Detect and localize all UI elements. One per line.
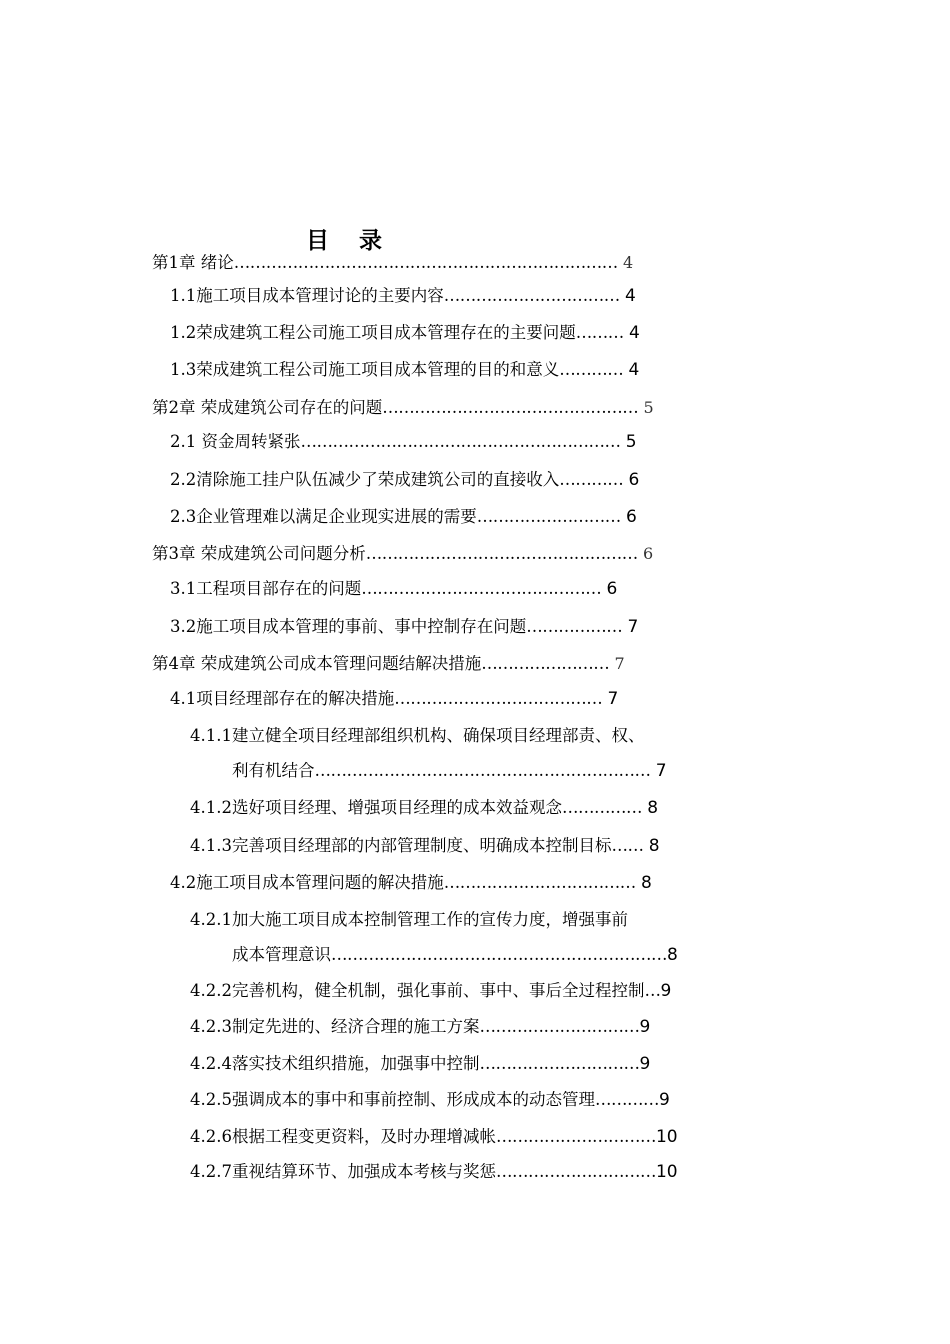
toc-entry-4-1-1-cont[interactable] — [232, 760, 667, 782]
toc-entry-text: 2.2清除施工挂户队伍减少了荣成建筑公司的直接收入 — [170, 470, 560, 489]
toc-title — [306, 222, 382, 255]
toc-entry-2-2[interactable] — [170, 469, 639, 491]
toc-page-number: 9 — [639, 1017, 651, 1037]
toc-entry-text: 1.1施工项目成本管理讨论的主要内容 — [170, 286, 444, 305]
toc-leader-dots: ………………………… — [495, 1162, 656, 1181]
toc-entry-text: 1.3荣成建筑工程公司施工项目成本管理的目的和意义 — [170, 360, 560, 379]
toc-page-number: 6 — [628, 470, 640, 490]
toc-entry-4-2-1-cont[interactable] — [232, 944, 678, 966]
toc-entry-4-2-6[interactable] — [190, 1126, 678, 1148]
toc-leader-dots: …………………………………………… — [365, 544, 638, 563]
toc-entry-4-2[interactable] — [170, 872, 652, 894]
toc-entry-4-1-1[interactable] — [190, 725, 644, 747]
toc-leader-dots: ……………… — [526, 617, 623, 636]
toc-entry-4-2-1[interactable] — [190, 909, 628, 931]
toc-title-char-2: 录 — [359, 227, 382, 254]
toc-entry-text: 4.2.6根据工程变更资料，及时办理增减帐 — [190, 1127, 496, 1146]
toc-page-number: 8 — [647, 798, 659, 818]
toc-entry-text: 4.2.4落实技术组织措施，加强事中控制 — [190, 1054, 480, 1073]
toc-entry-1-1[interactable] — [170, 285, 636, 307]
toc-leader-dots: … — [644, 981, 661, 1000]
toc-entry-4-1-3[interactable] — [190, 835, 660, 857]
toc-entry-text: 第3章 荣成建筑公司问题分析 — [152, 544, 366, 563]
toc-leader-dots: …………………………… — [443, 286, 620, 305]
toc-page-number: 4 — [629, 323, 640, 343]
toc-page-number: 5 — [625, 432, 637, 452]
toc-entry-text: 3.2施工项目成本管理的事前、事中控制存在问题 — [170, 617, 527, 636]
toc-entry-text: 4.2施工项目成本管理问题的解决措施 — [170, 873, 444, 892]
toc-leader-dots: ……………………………………… — [361, 579, 602, 598]
toc-leader-dots: ………… — [559, 360, 624, 379]
toc-page-number: 5 — [643, 398, 654, 417]
toc-page-number: 8 — [667, 945, 678, 965]
toc-leader-dots: ……………………… — [476, 507, 621, 526]
toc-page-number: 6 — [606, 579, 618, 599]
toc-entry-text: 4.2.2完善机构，健全机制，强化事前、事中、事后全过程控制 — [190, 981, 645, 1000]
toc-page-number: 8 — [641, 873, 652, 893]
toc-entry-text: 第4章 荣成建筑公司成本管理问题结解决措施 — [152, 654, 482, 673]
toc-entry-3-2[interactable] — [170, 616, 638, 638]
toc-leader-dots: ……………………………………………………… — [314, 761, 651, 780]
toc-leader-dots: ………………………… — [479, 1054, 640, 1073]
toc-page-number: 7 — [655, 761, 667, 781]
toc-entry-4-1-2[interactable] — [190, 797, 658, 819]
toc-page-number: 4 — [623, 253, 634, 272]
toc-page-number: 4 — [625, 286, 636, 306]
toc-entry-chapter-4[interactable] — [152, 653, 625, 675]
toc-entry-text: 4.2.7重视结算环节、加强成本考核与奖惩 — [190, 1162, 496, 1181]
toc-entry-4-2-2[interactable] — [190, 980, 671, 1002]
toc-entry-text: 成本管理意识 — [232, 945, 331, 964]
toc-entry-1-3[interactable] — [170, 359, 639, 381]
toc-page-number: 10 — [655, 1127, 678, 1147]
toc-entry-chapter-1[interactable] — [152, 252, 633, 274]
toc-leader-dots: …… — [611, 836, 644, 855]
toc-entry-2-3[interactable] — [170, 506, 637, 528]
toc-page-number: 9 — [660, 981, 672, 1001]
toc-leader-dots: ………………………… — [495, 1127, 656, 1146]
toc-leader-dots: …………………………………………………… — [300, 432, 621, 451]
toc-leader-dots: ……………………………………………………………… — [233, 253, 618, 272]
toc-page-number: 9 — [658, 1090, 670, 1110]
toc-title-char-1: 目 — [306, 227, 329, 254]
toc-entry-text: 利有机结合 — [232, 761, 315, 780]
toc-leader-dots: ………… — [594, 1090, 659, 1109]
toc-entry-4-2-5[interactable] — [190, 1089, 670, 1111]
toc-entry-text: 3.1工程项目部存在的问题 — [170, 579, 362, 598]
toc-entry-text: 2.3企业管理难以满足企业现实进展的需要 — [170, 507, 477, 526]
toc-entry-text: 4.1.2选好项目经理、增强项目经理的成本效益观念 — [190, 798, 562, 817]
toc-entry-text: 第1章 绪论 — [152, 253, 234, 272]
toc-leader-dots: ……………………………………………………… — [331, 945, 667, 964]
toc-page-number: 7 — [627, 617, 639, 637]
toc-entry-text: 4.2.1加大施工项目成本控制管理工作的宣传力度，增强事前 — [190, 910, 628, 929]
toc-entry-chapter-2[interactable] — [152, 397, 654, 419]
toc-entry-text: 4.1项目经理部存在的解决措施 — [170, 689, 395, 708]
toc-entry-text: 第2章 荣成建筑公司存在的问题 — [152, 398, 383, 417]
toc-entry-4-1[interactable] — [170, 688, 618, 710]
toc-page-number: 7 — [614, 654, 625, 673]
toc-leader-dots: ………………………………… — [394, 689, 603, 708]
toc-leader-dots: ……………………………… — [443, 873, 636, 892]
toc-page-number: 7 — [607, 689, 619, 709]
toc-leader-dots: ………………………… — [479, 1017, 640, 1036]
toc-entry-3-1[interactable] — [170, 578, 617, 600]
toc-entry-text: 4.2.5强调成本的事中和事前控制、形成成本的动态管理 — [190, 1090, 595, 1109]
toc-page-number: 6 — [626, 507, 637, 527]
toc-entry-chapter-3[interactable] — [152, 543, 653, 565]
toc-entry-2-1[interactable] — [170, 431, 637, 453]
toc-page-number: 6 — [643, 544, 654, 563]
toc-entry-1-2[interactable] — [170, 322, 640, 344]
toc-page-number: 4 — [628, 360, 640, 380]
toc-entry-4-2-3[interactable] — [190, 1016, 650, 1038]
toc-page-number: 10 — [655, 1162, 678, 1182]
toc-entry-4-2-7[interactable] — [190, 1161, 678, 1183]
toc-page-number: 9 — [639, 1054, 651, 1074]
toc-entry-text: 1.2荣成建筑工程公司施工项目成本管理存在的主要问题 — [170, 323, 576, 342]
toc-entry-text: 4.2.3制定先进的、经济合理的施工方案 — [190, 1017, 480, 1036]
toc-entry-text: 2.1 资金周转紧张 — [170, 432, 301, 451]
toc-entry-text: 4.1.3完善项目经理部的内部管理制度、明确成本控制目标 — [190, 836, 612, 855]
toc-leader-dots: ………………………………………… — [382, 398, 639, 417]
toc-leader-dots: …………………… — [481, 654, 610, 673]
toc-leader-dots: …………… — [561, 798, 642, 817]
toc-page-number: 8 — [648, 836, 660, 856]
toc-entry-4-2-4[interactable] — [190, 1053, 650, 1075]
toc-entry-text: 4.1.1建立健全项目经理部组织机构、确保项目经理部责、权、 — [190, 726, 645, 745]
toc-leader-dots: ………… — [559, 470, 624, 489]
toc-leader-dots: ……… — [575, 323, 624, 342]
